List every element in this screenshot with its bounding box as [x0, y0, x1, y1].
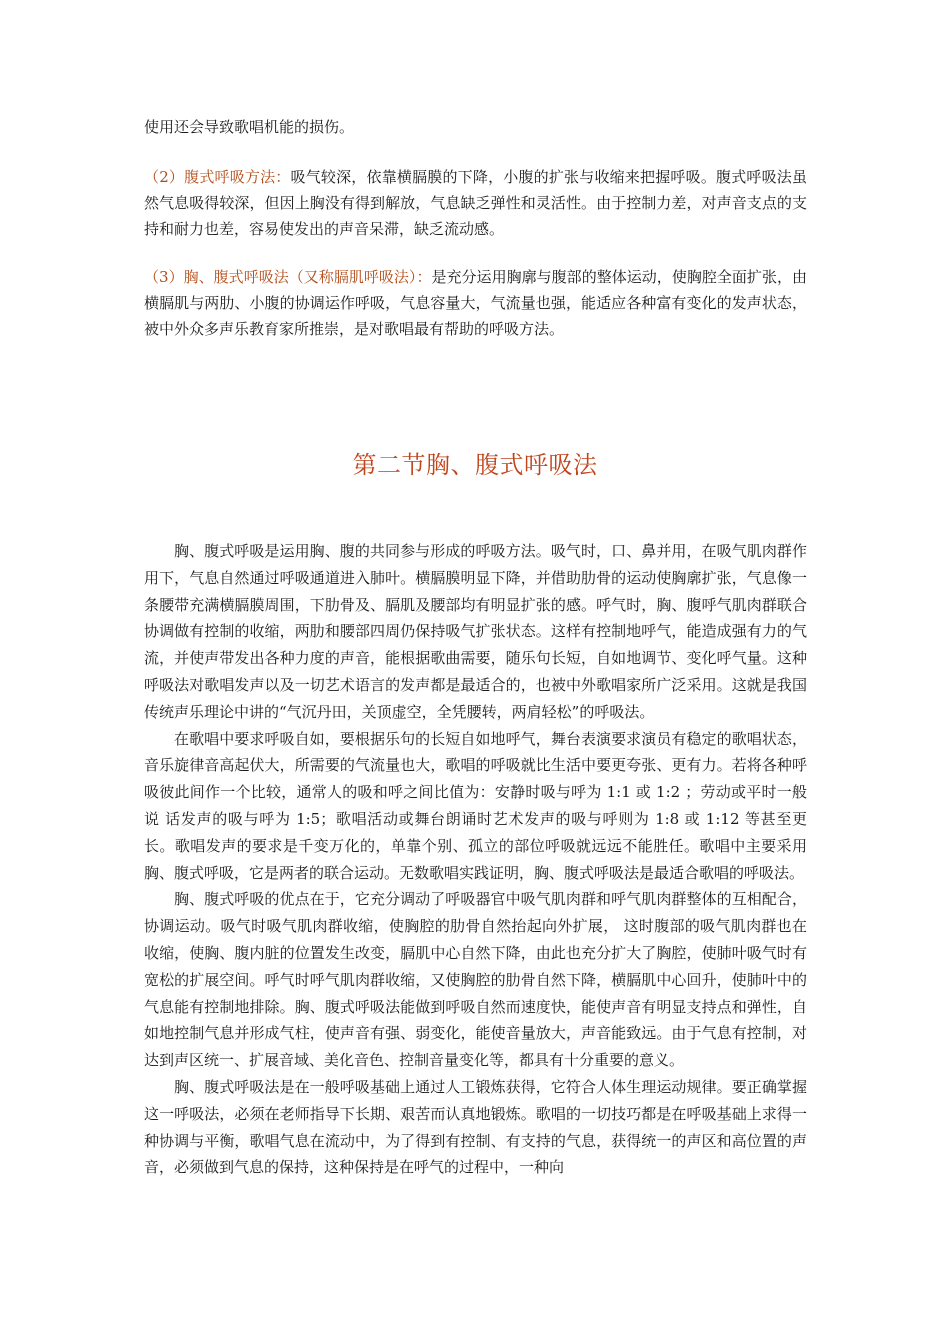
- section-body: [144, 538, 807, 1181]
- body-paragraph: 胸、腹式呼吸法是在一般呼吸基础上通过人工锻炼获得，它符合人体生理运动规律。要正确掌握这一呼吸法，必须在老师指导下长期、艰苦而认真地锻炼。歌唱的一切技巧都是在呼吸基础上求得一种协调与平衡，歌唱气息在流动中，为了得到有控制、有支持的气息，获得统一的声区和高位置的声音，必须做到气息的保持，这种保持是在呼气的过程中，一种向: [144, 1077, 807, 1177]
- body-paragraph: 在歌唱中要求呼吸自如，要根据乐句的长短自如地呼气，舞台表演要求演员有稳定的歌唱状态，音乐旋律音高起伏大，所需要的气流量也大，歌唱的呼吸就比生活中要更夸张、更有力。若将各种呼吸彼此间作一个比较，通常人的吸和呼之间比值为：安静时吸与呼为 1:1 或 1:2 ；劳动或平时一般说 话发声的吸与呼为 1:5；歌唱活动或舞台朗诵时艺术发声的吸与呼则为 1:8 或 1:12 等甚至更长。歌唱发声的要求是千变万化的，单靠个别、孤立的部位呼吸就远远不能胜任。歌唱中主要采用胸、腹式呼吸，它是两者的联合运动。无数歌唱实践证明，胸、腹式呼吸法是最适合歌唱的呼吸法。: [144, 729, 807, 882]
- top-paragraph-text: 使用还会导致歌唱机能的损伤。: [144, 118, 355, 136]
- body-paragraph: 胸、腹式呼吸的优点在于，它充分调动了呼吸器官中吸气肌肉群和呼气肌肉群整体的互相配合，协调运动。吸气时吸气肌肉群收缩，使胸腔的肋骨自然抬起向外扩展， 这时腹部的吸气肌肉群也在收缩，使胸、腹内脏的位置发生改变，膈肌中心自然下降，由此也充分扩大了胸腔，使肺叶吸气时有宽松的扩展空间。呼气时呼气肌肉群收缩，又使胸腔的肋骨自然下降，横膈肌中心回升，使肺叶中的气息能有控制地排除。胸、腹式呼吸法能做到呼吸自然而速度快，能使声音有明显支持点和弹性，自如地控制气息并形成气柱，使声音有强、弱变化，能使音量放大，声音能致远。由于气息有控制，对达到声区统一、扩展音域、美化音色、控制音量变化等，都具有十分重要的意义。: [144, 890, 807, 1070]
- item-3-text: 是充分运用胸廓与腹部的整体运动，使胸腔全面扩张，由横膈肌与两肋、小腹的协调运作呼吸，气息容量大，气流量也强，能适应各种富有变化的发声状态，被中外众多声乐教育家所推崇，是对歌唱最有帮助的呼吸方法。: [144, 268, 807, 338]
- item-2-paragraph: [144, 164, 807, 242]
- item-2-text: 吸气较深，依靠横膈膜的下降，小腹的扩张与收缩来把握呼吸。腹式呼吸法虽然气息吸得较深，但因上胸没有得到解放，气息缺乏弹性和灵活性。由于控制力差，对声音支点的支持和耐力也差，容易使发出的声音呆滞，缺乏流动感。: [144, 168, 807, 238]
- item-3-label: （3）胸、腹式呼吸法（又称膈肌呼吸法）：: [144, 268, 432, 286]
- body-paragraph: 胸、腹式呼吸是运用胸、腹的共同参与形成的呼吸方法。吸气时，口、鼻并用，在吸气肌肉群作用下，气息自然通过呼吸通道进入肺叶。横膈膜明显下降，并借助肋骨的运动使胸廓扩张，气息像一条腰带充满横膈膜周围，下肋骨及、膈肌及腰部均有明显扩张的感。呼气时，胸、腹呼气肌肉群联合协调做有控制的收缩，两肋和腰部四周仍保持吸气扩张状态。这样有控制地呼气，能造成强有力的气流，并使声带发出各种力度的声音，能根据歌曲需要，随乐句长短，自如地调节、变化呼气量。这种呼吸法对歌唱发声以及一切艺术语言的发声都是最适合的，也被中外歌唱家所广泛采用。这就是我国传统声乐理论中讲的“气沉丹田，关顶虚空，全凭腰转，两肩轻松”的呼吸法。: [144, 542, 807, 721]
- item-2-label: （2）腹式呼吸方法：: [144, 168, 291, 186]
- section-title: 第二节胸、腹式呼吸法: [352, 451, 598, 479]
- top-paragraph: [144, 114, 807, 140]
- item-3-paragraph: [144, 264, 807, 342]
